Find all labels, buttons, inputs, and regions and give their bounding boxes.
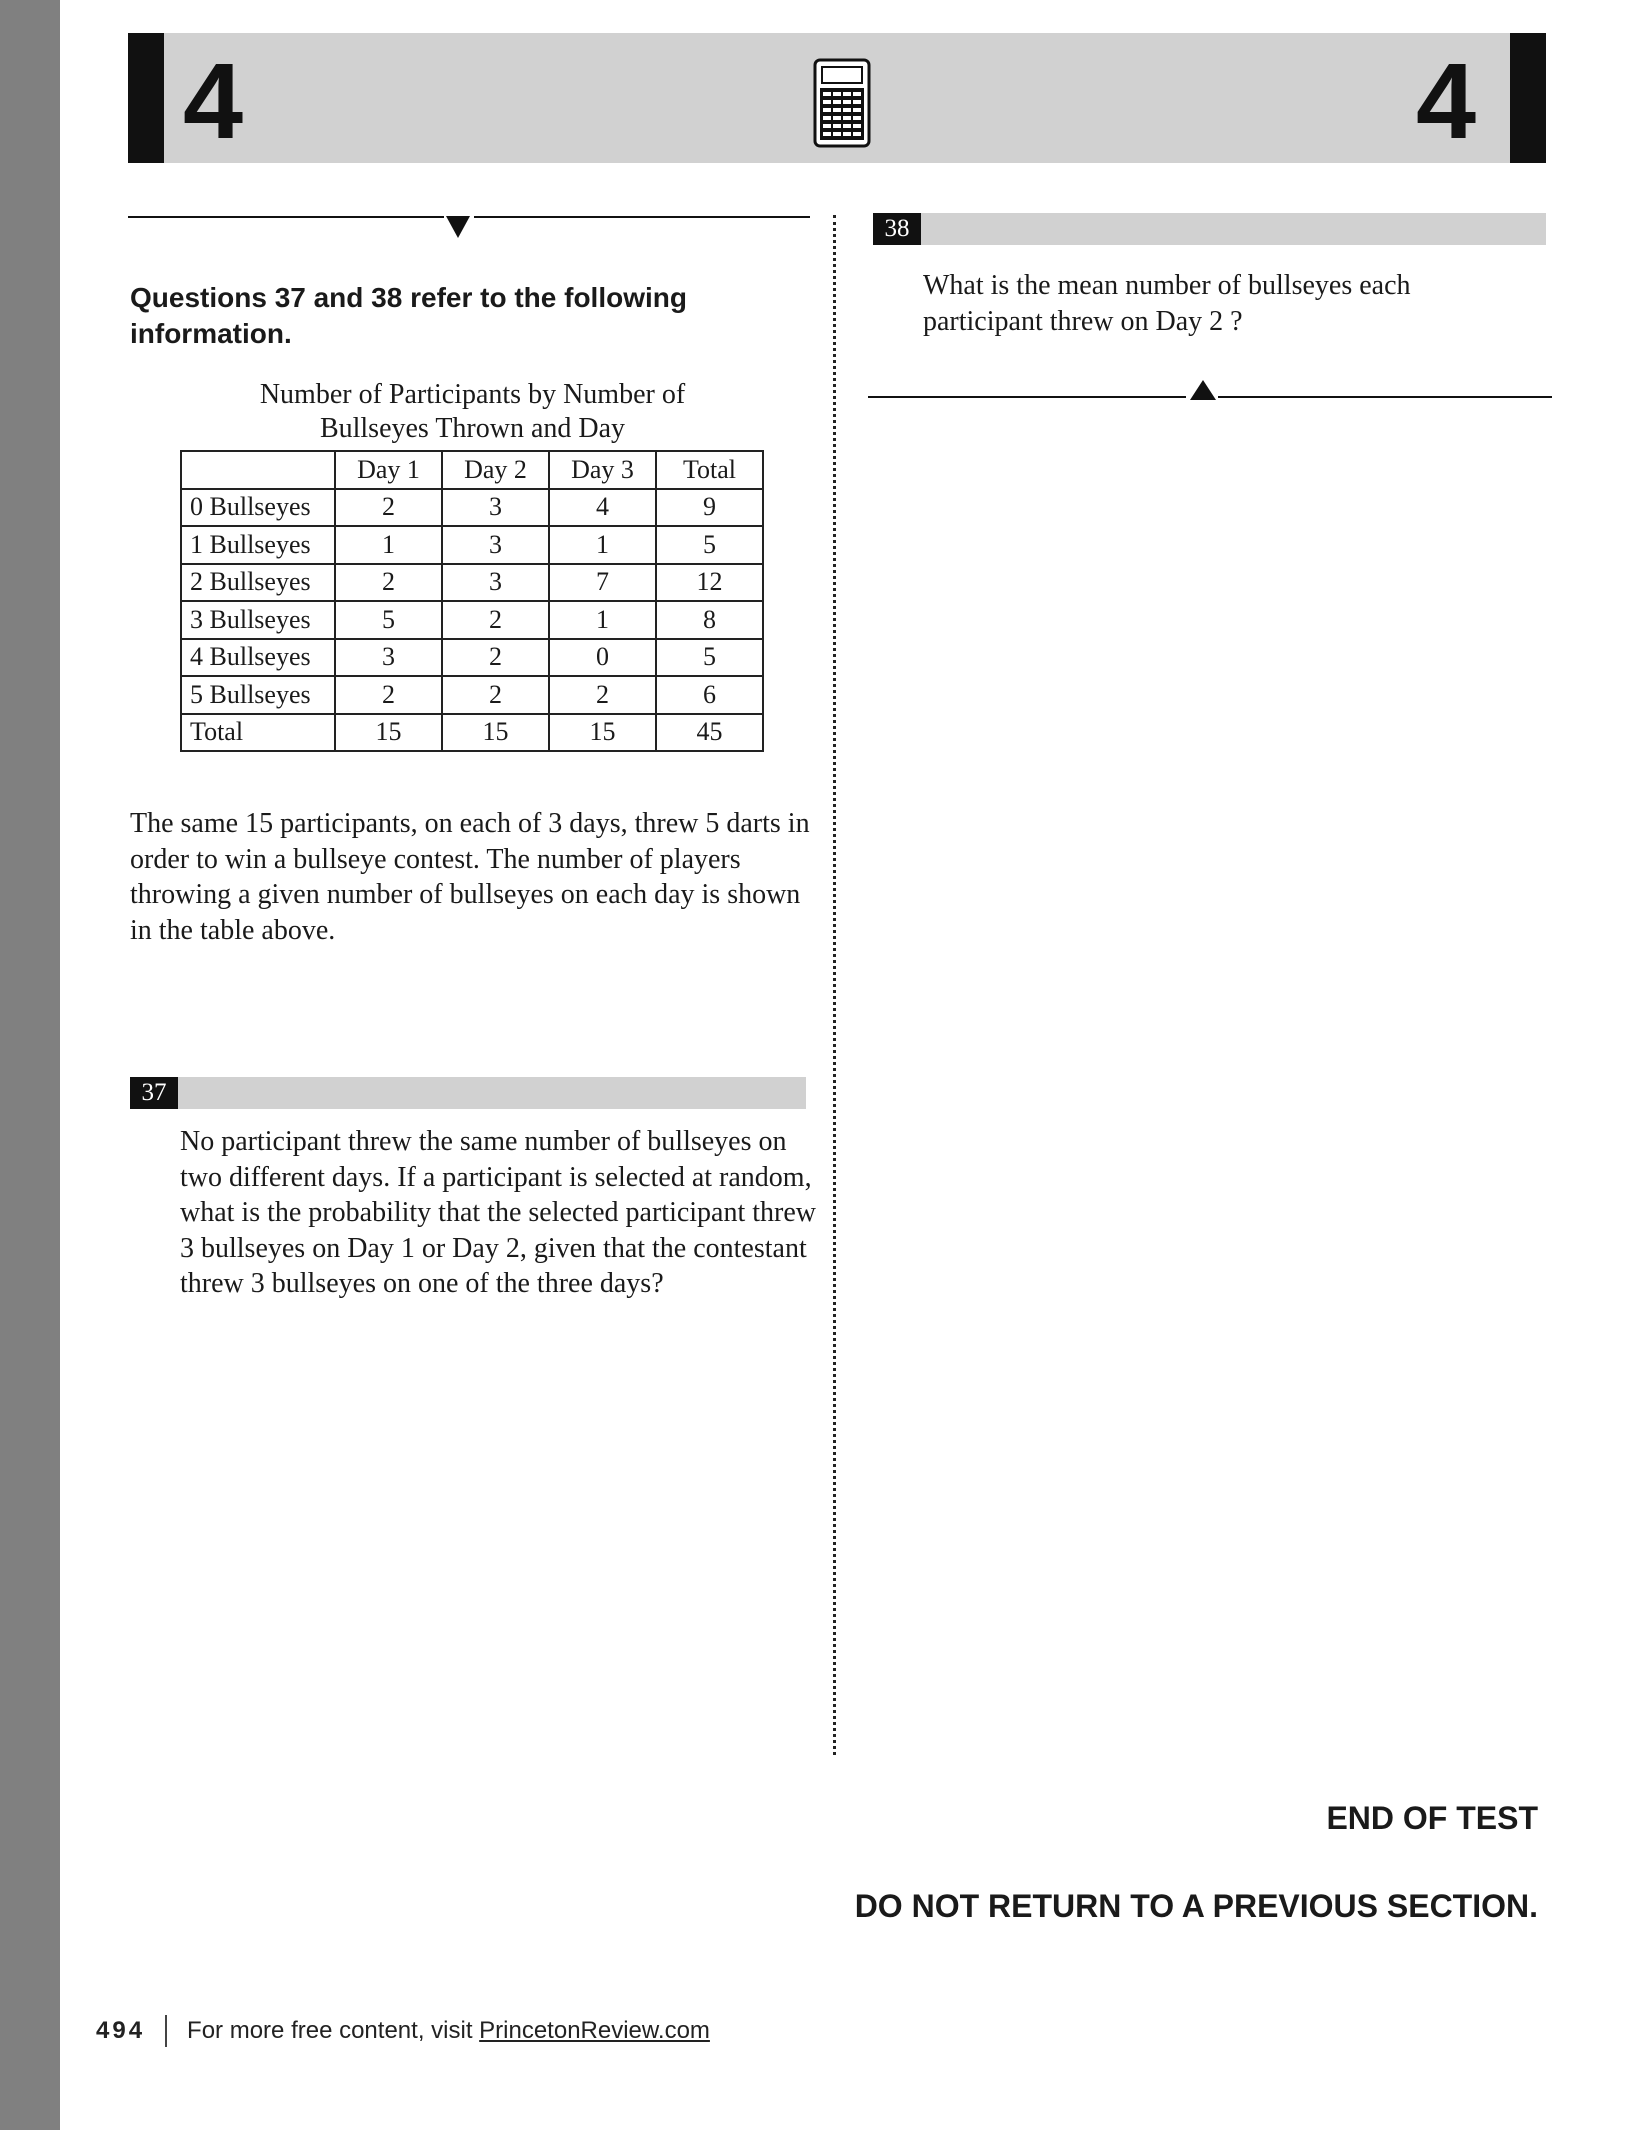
table-cell: 15 — [335, 714, 442, 752]
table-cell: 0 — [549, 639, 656, 677]
row-label: 0 Bullseyes — [181, 489, 335, 527]
divider-right-left-segment — [868, 396, 1186, 398]
table-cell: 1 — [549, 601, 656, 639]
row-label: 4 Bullseyes — [181, 639, 335, 677]
table-cell: 2 — [335, 676, 442, 714]
header-bar-left — [128, 33, 164, 163]
table-cell: 3 — [335, 639, 442, 677]
bullseye-table — [180, 450, 764, 752]
table-header-cell — [181, 451, 335, 489]
table-cell: 3 — [442, 526, 549, 564]
do-not-return-label: DO NOT RETURN TO A PREVIOUS SECTION. — [854, 1888, 1538, 1924]
section-number-left: 4 — [183, 40, 244, 161]
table-cell: 3 — [442, 564, 549, 602]
row-label: Total — [181, 714, 335, 752]
table-cell: 5 — [656, 526, 763, 564]
question-38-text: What is the mean number of bullseyes each participant threw on Day 2 ? — [923, 270, 1411, 337]
table-row — [181, 639, 763, 677]
table-cell: 2 — [335, 489, 442, 527]
table-cell: 4 — [549, 489, 656, 527]
table-cell: 1 — [549, 526, 656, 564]
divider-right-segment — [474, 216, 810, 218]
footer-text: For more free content, visit — [187, 2017, 480, 2044]
question-37-text: No participant threw the same number of bullseyes on two different days. If a participant is selected at random, what is the probability that the selected participant threw 3 bullseyes on Day 1 or Day 2, given that the contestant threw 3 bullseyes on one of the three days? — [180, 1126, 817, 1299]
table-caption-line1: Number of Participants by Number of — [259, 379, 686, 410]
table-caption-line2: Bullseyes Thrown and Day — [319, 413, 626, 444]
princeton-review-link[interactable]: PrincetonReview.com — [479, 2017, 710, 2044]
end-of-test-label: END OF TEST — [1326, 1800, 1538, 1836]
table-header-cell: Day 2 — [442, 451, 549, 489]
table-cell: 5 — [656, 639, 763, 677]
table-cell: 8 — [656, 601, 763, 639]
row-label: 2 Bullseyes — [181, 564, 335, 602]
page-footer — [96, 2014, 710, 2048]
table-cell: 1 — [335, 526, 442, 564]
table-cell: 2 — [442, 601, 549, 639]
page-side-bar — [0, 0, 60, 2130]
table-cell: 12 — [656, 564, 763, 602]
divider-left-segment — [128, 216, 444, 218]
intro-heading: Questions 37 and 38 refer to the following information. — [130, 282, 687, 349]
table-cell: 6 — [656, 676, 763, 714]
table-cell: 15 — [549, 714, 656, 752]
table-header-row — [181, 451, 763, 489]
column-separator — [833, 215, 836, 1755]
table-header-cell: Day 3 — [549, 451, 656, 489]
footer-separator — [165, 2015, 167, 2047]
table-row — [181, 676, 763, 714]
table-total-row — [181, 714, 763, 752]
row-label: 1 Bullseyes — [181, 526, 335, 564]
table-cell: 45 — [656, 714, 763, 752]
table-cell: 2 — [549, 676, 656, 714]
passage-text: The same 15 participants, on each of 3 days, threw 5 darts in order to win a bullseye contest. The number of players throwing a given number of bullseyes on each day is shown in the table above. — [130, 808, 810, 946]
header-bar-right — [1510, 33, 1546, 163]
table-header-cell: Total — [656, 451, 763, 489]
table-row — [181, 564, 763, 602]
question-37-number: 37 — [130, 1077, 178, 1109]
section-number-right: 4 — [1416, 40, 1477, 161]
table-cell: 3 — [442, 489, 549, 527]
question-37-bar — [130, 1077, 806, 1109]
table-cell: 9 — [656, 489, 763, 527]
page-number: 494 — [96, 2017, 146, 2044]
table-row — [181, 601, 763, 639]
question-38-bar — [873, 213, 1546, 245]
table-cell: 5 — [335, 601, 442, 639]
table-cell: 2 — [335, 564, 442, 602]
row-label: 5 Bullseyes — [181, 676, 335, 714]
table-cell: 2 — [442, 676, 549, 714]
arrow-down-icon — [446, 216, 470, 238]
arrow-up-icon — [1190, 380, 1216, 400]
calculator-icon — [812, 58, 872, 148]
table-cell: 15 — [442, 714, 549, 752]
table-row — [181, 526, 763, 564]
table-caption — [180, 378, 765, 446]
question-38-number: 38 — [873, 213, 921, 245]
table-cell: 2 — [442, 639, 549, 677]
divider-right-right-segment — [1218, 396, 1552, 398]
table-row — [181, 489, 763, 527]
table-cell: 7 — [549, 564, 656, 602]
table-header-cell: Day 1 — [335, 451, 442, 489]
row-label: 3 Bullseyes — [181, 601, 335, 639]
